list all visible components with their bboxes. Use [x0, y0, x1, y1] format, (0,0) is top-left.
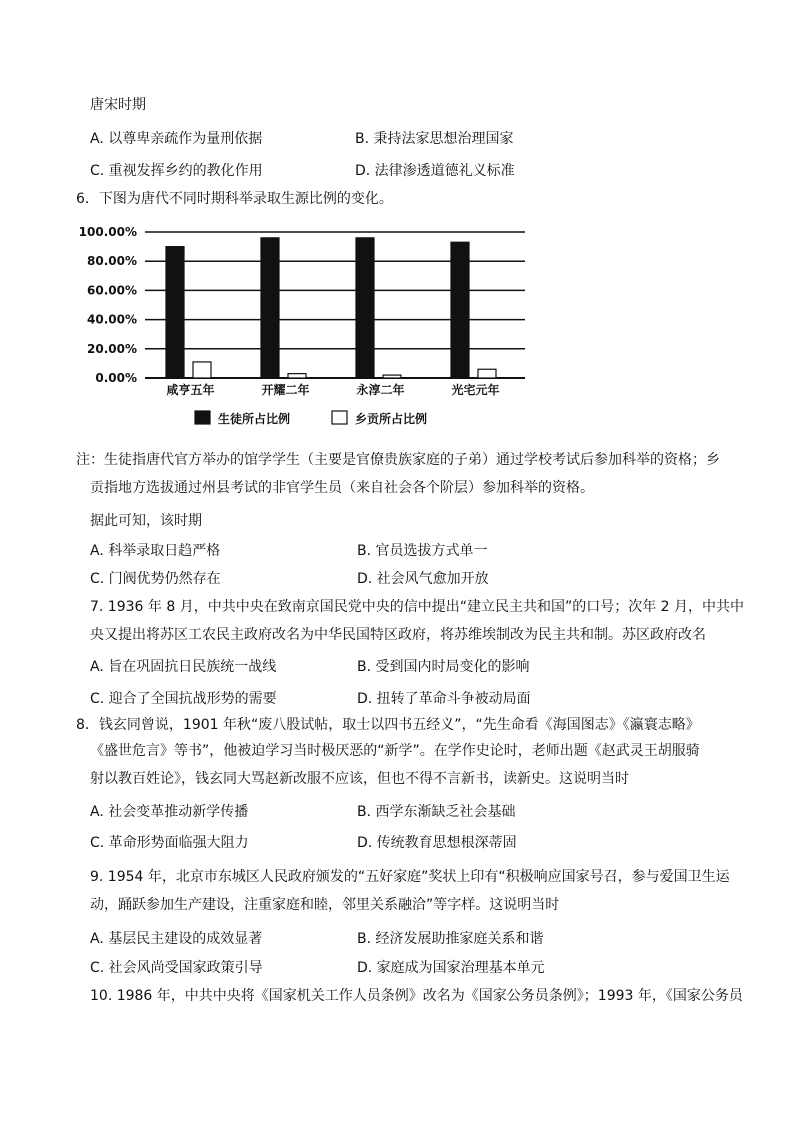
bar-shengtu	[166, 247, 184, 378]
bar-shengtu	[261, 238, 279, 378]
chart-legend	[195, 411, 427, 426]
q9-option-c: C. 社会风尚受国家政策引导	[90, 960, 263, 976]
q8-line3: 射以教百姓论》，钱玄同大骂赵新改服不应该，但也不得不言新书，读新史。这说明当时	[90, 771, 629, 787]
x-tick-label: 开耀二年	[261, 383, 310, 397]
q6-option-c: C. 门阀优势仍然存在	[90, 571, 221, 587]
q9-line2: 动，踊跃参加生产建设，注重家庭和睦，邻里关系融洽”等字样。这说明当时	[90, 897, 560, 913]
y-tick-label: 80.00%	[87, 254, 137, 269]
q7-line1: 7. 1936 年 8 月，中共中央在致南京国民党中央的信中提出“建立民主共和国”的口号；次年 2 月，中共中	[90, 599, 745, 615]
bar-xianggong	[478, 369, 496, 378]
legend-swatch	[332, 411, 347, 424]
q6-note-line1: 注：生徒指唐代官方举办的馆学学生（主要是官僚贵族家庭的子弟）通过学校考试后参加科举的资格；乡	[76, 452, 720, 468]
bar-xianggong	[288, 374, 306, 378]
q8-line2: 《盛世危言》等书”，他被迫学习当时极厌恶的“新学”。在学作史论时，老师出题《赵武灵王胡服骑	[90, 743, 700, 759]
q5-option-a: A. 以尊卑亲疏作为量刑依据	[90, 131, 263, 147]
enrollment-ratio-chart	[70, 218, 530, 438]
y-tick-label: 60.00%	[87, 283, 137, 298]
q7-option-d: D. 扭转了革命斗争被动局面	[357, 691, 531, 707]
q7-option-c: C. 迎合了全国抗战形势的需要	[90, 691, 277, 707]
q10-line1: 10. 1986 年，中共中央将《国家机关工作人员条例》改名为《国家公务员条例》；1993 年，《国家公务员	[90, 988, 743, 1004]
q7-option-b: B. 受到国内时局变化的影响	[357, 659, 530, 675]
q8-option-a: A. 社会变革推动新学传播	[90, 804, 249, 820]
q7-option-a: A. 旨在巩固抗日民族统一战线	[90, 659, 277, 675]
q9-line1: 9. 1954 年，北京市东城区人民政府颁发的“五好家庭”奖状上印有“积极响应国家号召，参与爱国卫生运	[90, 869, 730, 885]
y-tick-label: 20.00%	[87, 341, 137, 356]
chart-y-axis	[79, 225, 137, 385]
q7-line2: 央又提出将苏区工农民主政府改名为中华民国特区政府，将苏维埃制改为民主共和制。苏区政府改名	[90, 627, 706, 643]
legend-label: 乡贡所占比例	[355, 412, 428, 426]
q5-stem-tail: 唐宋时期	[90, 97, 146, 113]
q6-question: 据此可知，该时期	[90, 513, 202, 529]
q5-option-d: D. 法律渗透道德礼义标准	[355, 163, 515, 179]
bar-xianggong	[383, 375, 401, 378]
q9-option-b: B. 经济发展助推家庭关系和谐	[357, 931, 544, 947]
x-tick-label: 光宅元年	[451, 383, 500, 397]
q6-option-b: B. 官员选拔方式单一	[357, 543, 488, 559]
q8-option-c: C. 革命形势面临强大阻力	[90, 835, 249, 851]
y-tick-label: 40.00%	[87, 312, 137, 327]
legend-label: 生徒所占比例	[218, 412, 291, 426]
q9-option-d: D. 家庭成为国家治理基本单元	[357, 960, 545, 976]
q6-note-line2: 贡指地方选拔通过州县考试的非官学生员（来自社会各个阶层）参加科举的资格。	[90, 480, 594, 496]
y-tick-label: 0.00%	[95, 371, 137, 385]
chart-x-axis	[166, 382, 499, 397]
q5-option-b: B. 秉持法家思想治理国家	[355, 131, 514, 147]
x-tick-label: 咸亨五年	[166, 383, 215, 397]
q6-option-a: A. 科举录取日趋严格	[90, 543, 221, 559]
bar-shengtu	[451, 242, 469, 378]
q8-line1: 8．钱玄同曾说，1901 年秋“废八股试帖，取士以四书五经义”，“先生命看《海国图志》《瀛寰志略》	[76, 717, 700, 733]
q8-option-b: B. 西学东渐缺乏社会基础	[357, 804, 516, 820]
q6-option-d: D. 社会风气愈加开放	[357, 571, 489, 587]
q9-option-a: A. 基层民主建设的成效显著	[90, 931, 263, 947]
chart-bars	[166, 238, 496, 378]
legend-swatch	[195, 411, 210, 424]
x-tick-label: 永淳二年	[356, 383, 405, 397]
y-tick-label: 100.00%	[78, 225, 137, 239]
q5-option-c: C. 重视发挥乡约的教化作用	[90, 163, 263, 179]
q6-stem: 6．下图为唐代不同时期科举录取生源比例的变化。	[76, 191, 393, 207]
bar-shengtu	[356, 238, 374, 378]
q8-option-d: D. 传统教育思想根深蒂固	[357, 835, 517, 851]
bar-xianggong	[193, 362, 211, 378]
